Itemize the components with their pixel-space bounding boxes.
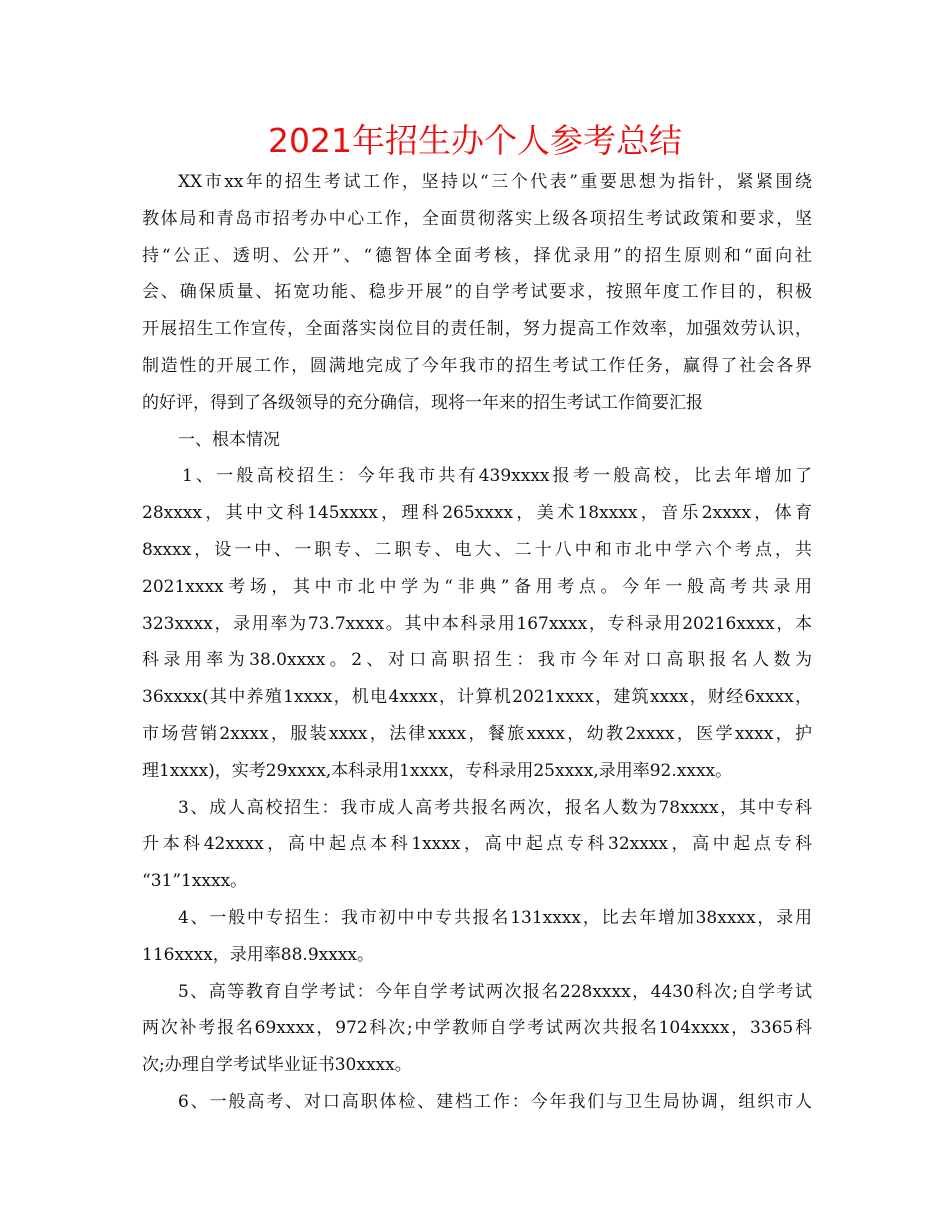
text-line: 理1xxxx)，实考29xxxx,本科录用1xxxx，专科录用25xxxx,录用率92.xxxx。: [142, 760, 733, 781]
text-line: 36xxxx(其中养殖1xxxx，机电4xxxx，计算机2021xxxx，建筑xxxx，财经6xxxx，: [142, 687, 812, 708]
document-title: 2021年招生办个人参考总结: [268, 121, 682, 160]
text-line: 的好评，得到了各级领导的充分确信，现将一年来的招生考试工作简要汇报: [142, 392, 703, 413]
text-line: “31”1xxxx。: [142, 871, 248, 892]
text-line: 开展招生工作宣传，全面落实岗位目的责任制，努力提高工作效率，加强效劳认识，: [142, 319, 812, 340]
text-line: 教体局和青岛市招考办中心工作，全面贯彻落实上级各项招生考试政策和要求，坚: [142, 208, 812, 229]
text-line: 323xxxx，录用率为73.7xxxx。其中本科录用167xxxx，专科录用20216xxxx，本: [142, 613, 812, 634]
document-body: [142, 164, 812, 1121]
text-line: 科录用率为38.0xxxx。2、对口高职招生：我市今年对口高职报名人数为: [142, 650, 812, 671]
text-line: 持“公正、透明、公开”、“德智体全面考核，择优录用”的招生原则和“面向社: [142, 245, 812, 266]
text-line: 116xxxx，录用率88.9xxxx。: [142, 944, 374, 965]
text-line: 3、成人高校招生：我市成人高考共报名两次，报名人数为78xxxx，其中专科: [178, 797, 812, 818]
text-line: 制造性的开展工作，圆满地完成了今年我市的招生考试工作任务，赢得了社会各界: [142, 355, 812, 376]
text-line: 会、确保质量、拓宽功能、稳步开展”的自学考试要求，按照年度工作目的，积极: [142, 282, 812, 303]
text-line: XX市xx年的招生考试工作，坚持以“三个代表”重要思想为指针，紧紧围绕: [178, 172, 812, 192]
text-line: 升本科42xxxx，高中起点本科1xxxx，高中起点专科32xxxx，高中起点专科: [142, 834, 812, 855]
text-line: 28xxxx，其中文科145xxxx，理科265xxxx，美术18xxxx，音乐2xxxx，体育: [142, 503, 812, 524]
text-line: 一、根本情况: [178, 429, 280, 450]
text-line: 1、一般高校招生：今年我市共有439xxxx报考一般高校，比去年增加了: [182, 466, 812, 487]
text-line: 4、一般中专招生：我市初中中专共报名131xxxx，比去年增加38xxxx，录用: [178, 907, 812, 928]
text-line: 市场营销2xxxx，服装xxxx，法律xxxx，餐旅xxxx，幼教2xxxx，医学xxxx，护: [142, 723, 812, 744]
text-line: 8xxxx，设一中、一职专、二职专、电大、二十八中和市北中学六个考点，共: [142, 539, 812, 560]
text-line: 6、一般高考、对口高职体检、建档工作：今年我们与卫生局协调，组织市人: [178, 1091, 812, 1112]
text-line: 5、高等教育自学考试：今年自学考试两次报名228xxxx，4430科次;自学考试: [178, 981, 812, 1002]
text-line: 次;办理自学考试毕业证书30xxxx。: [142, 1055, 412, 1076]
text-line: 两次补考报名69xxxx，972科次;中学教师自学考试两次共报名104xxxx，3365科: [142, 1018, 812, 1039]
text-line: 2021xxxx考场，其中市北中学为“非典”备用考点。今年一般高考共录用: [142, 576, 812, 597]
